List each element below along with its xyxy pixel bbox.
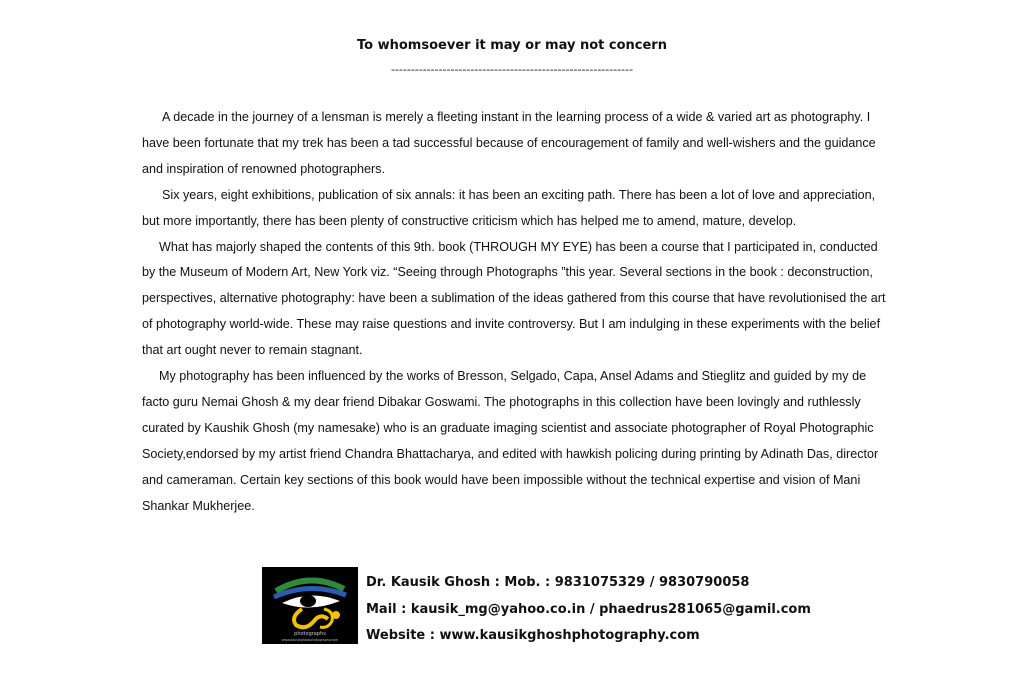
page-title: To whomsoever it may or may not concern (357, 38, 667, 53)
logo-caption: photographs (294, 631, 326, 637)
contact-website: Website : www.kausikghoshphotography.com (366, 628, 700, 643)
title-divider: ------------------------------------------------------------- (390, 63, 634, 76)
contact-name-phone: Dr. Kausik Ghosh : Mob. : 9831075329 / 9830790058 (366, 575, 750, 590)
eye-logo-icon (262, 567, 358, 644)
logo-url: www.kausikghoshphotography.com (281, 638, 339, 642)
letter-body (142, 105, 887, 520)
paragraph-3: What has majorly shaped the contents of this 9th. book (THROUGH MY EYE) has been a course that I participated in, conducted by the Museum of Modern Art, New York viz. “Seeing through Photographs ”this year. Several sections in the book : deconstruction, perspectives, alternative photography: have been a sublimation of the ideas gathered from this course that have revolutionised the art of photography world-wide. These may raise questions and invite controversy. But I am indulging in these experiments with the belief that art ought never to remain stagnant. (142, 239, 886, 358)
paragraph-4: My photography has been influenced by the works of Bresson, Selgado, Capa, Ansel Adams and Stieglitz and guided by my de facto guru Nemai Ghosh & my dear friend Dibakar Goswami. The photographs in this collection have been lovingly and ruthlessly curated by Kaushik Ghosh (my namesake) who is an graduate imaging scientist and associate photographer of Royal Photographic Society,endorsed by my artist friend Chandra Bhattacharya, and edited with hawkish policing during printing by Adinath Das, director and cameraman. Certain key sections of this book would have been impossible without the technical expertise and vision of Mani Shankar Mukherjee. (142, 369, 879, 513)
contact-mail: Mail : kausik_mg@yahoo.co.in / phaedrus281065@gamil.com (366, 601, 811, 617)
paragraph-2: Six years, eight exhibitions, publication of six annals: it has been an exciting path. There has been a lot of love and appreciation, but more importantly, there has been plenty of constructive criticism which has helped me to amend, mature, develop. (142, 187, 876, 228)
contact-block (366, 570, 811, 650)
paragraph-1: A decade in the journey of a lensman is merely a fleeting instant in the learning process of a wide & varied art as photography. I have been fortunate that my trek has been a tad successful because of encouragement of family and well-wishers and the guidance and inspiration of renowned photographers. (142, 110, 876, 176)
eye-logo-graphic (262, 567, 358, 644)
